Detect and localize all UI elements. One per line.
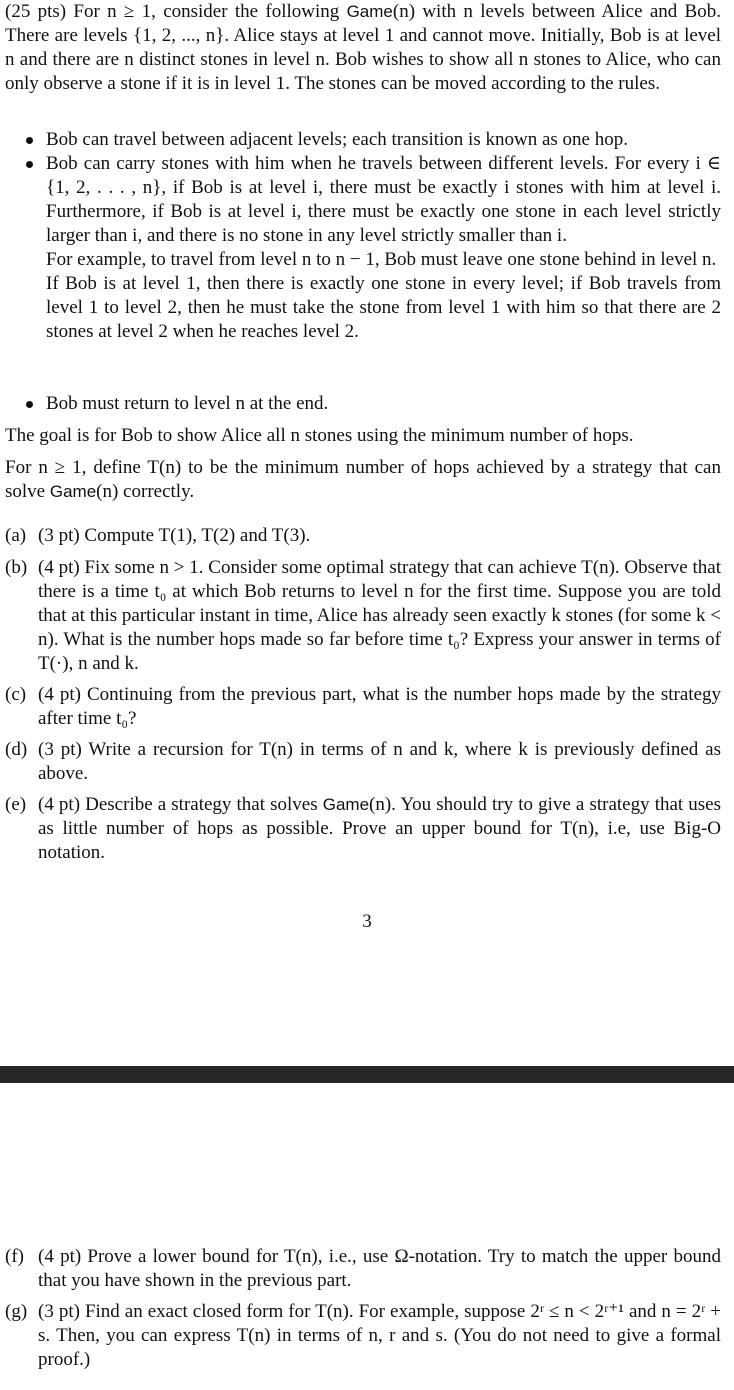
problem-intro: (25 pts) For n ≥ 1, consider the following Game(n) with n levels between Alice and Bob. There are levels {1, 2, ..., n}. Alice stays at level 1 and cannot move. Initially, Bob is at level n and there are n distinct stones in level n. Bob wishes to show all n stones to Alice, who can only observe a stone if it is in level 1. The stones can be moved according to the rules. [5,1,721,94]
bullet-icon [26,137,33,144]
rule-2-text: Bob can carry stones with him when he travels between different levels. For every i ∈ {1, 2, . . . , n}, if Bob is at level i, there must be exactly i stones with him at level i. Furthermore, if Bob is at level i, there must be exactly one stone in each level strictly larger than i, and there is no stone in any level strictly smaller than i. [46,153,721,246]
part-g: (g) (3 pt) Find an exact closed form for T(n). For example, suppose 2ʳ ≤ n < 2ʳ⁺¹ and n = 2ʳ + s. Then, you can express T(n) in terms of n, r and s. (You do not need to give a formal proof.) [5,1301,721,1370]
page-separator [0,1066,734,1083]
rule-2-example-2: If Bob is at level 1, then there is exactly one stone in every level; if Bob travels from level 1 to level 2, then he must take the stone from level 1 with him so that there are 2 stones at level 2 when he reaches level 2. [46,273,721,342]
bullet-icon [26,401,33,408]
rule-2 [26,152,721,344]
part-c: (c) (4 pt) Continuing from the previous part, what is the number hops made by the strategy after time t₀? [5,684,721,729]
page-number: 3 [362,911,372,932]
part-b: (b) (4 pt) Fix some n > 1. Consider some optimal strategy that can achieve T(n). Observe that there is a time t₀ at which Bob returns to level n for the first time. Suppose you are told that at this particular instant in time, Alice has already seen exactly k stones (for some k < n). What is the number hops made so far before time t₀? Express your answer in terms of T(·), n and k. [5,557,721,674]
definition-text: For n ≥ 1, define T(n) to be the minimum number of hops achieved by a strategy that can solve Game(n) correctly. [5,457,721,502]
rule-2-example-1: For example, to travel from level n to n − 1, Bob must leave one stone behind in level n. [46,249,717,270]
part-f: (f) (4 pt) Prove a lower bound for T(n), i.e., use Ω-notation. Try to match the upper bound that you have shown in the previous part. [5,1246,721,1291]
part-a: (a) (3 pt) Compute T(1), T(2) and T(3). [5,525,311,546]
part-e: (e) (4 pt) Describe a strategy that solves Game(n). You should try to give a strategy that uses as little number of hops as possible. Prove an upper bound for T(n), i.e, use Big-O notation. [5,794,722,863]
page-4 [0,1083,734,1390]
bullet-icon [26,161,33,168]
part-d: (d) (3 pt) Write a recursion for T(n) in terms of n and k, where k is previously defined as above. [5,739,721,784]
rule-3: Bob must return to level n at the end. [26,392,721,416]
rule-1: Bob can travel between adjacent levels; each transition is known as one hop. [26,128,721,152]
goal-text: The goal is for Bob to show Alice all n stones using the minimum number of hops. [5,425,634,446]
